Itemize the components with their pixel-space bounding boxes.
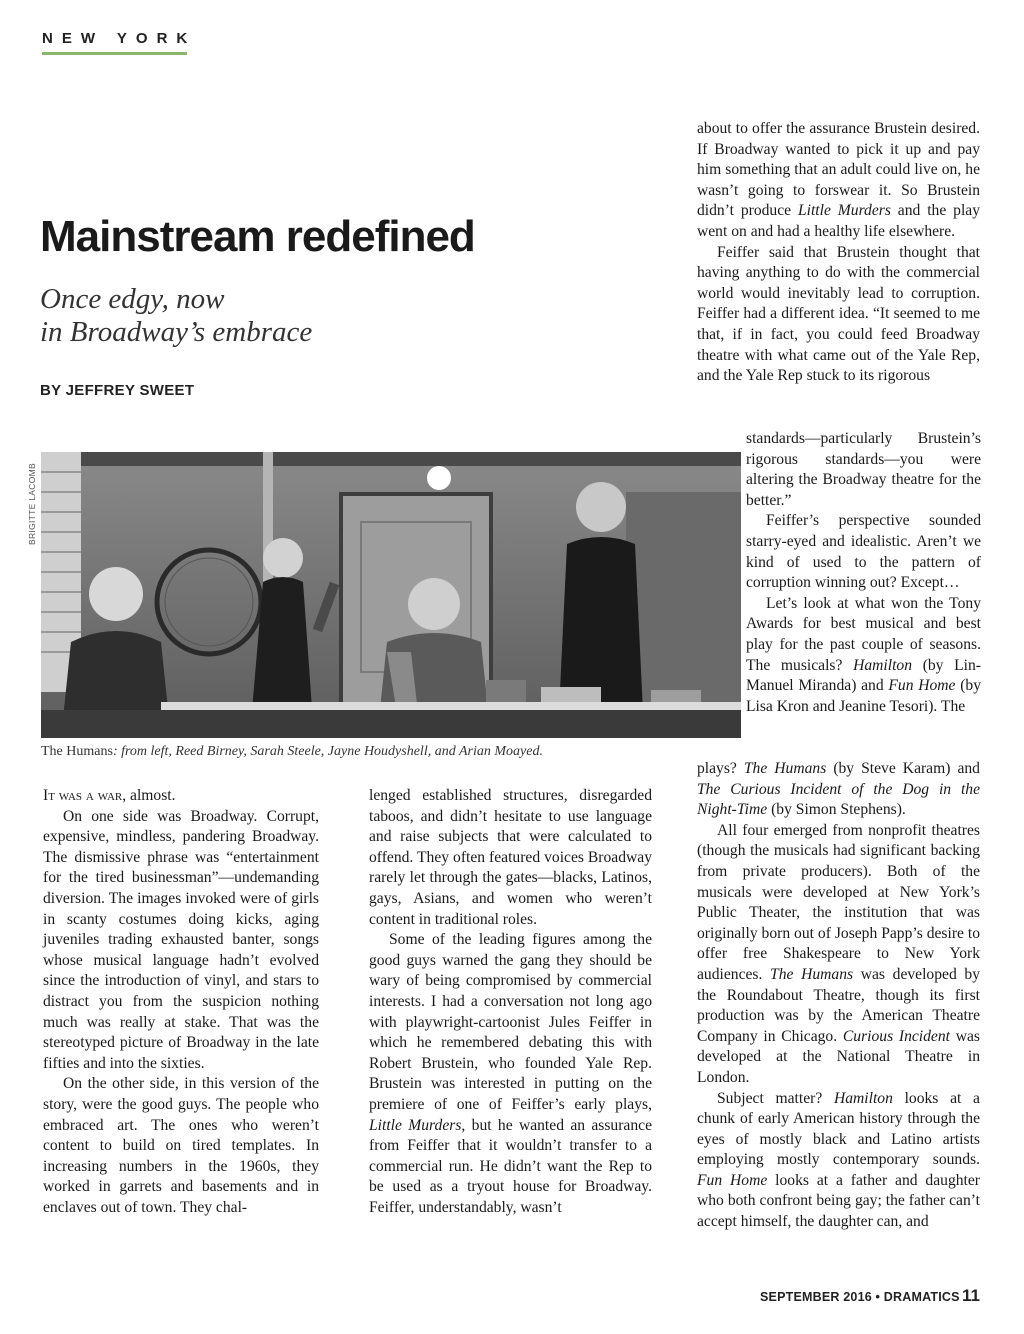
body-paragraph — [697, 759, 980, 821]
body-column-2 — [369, 786, 652, 1218]
deck-line-1: Once edgy, now — [40, 283, 225, 315]
headline: Mainstream redefined — [40, 212, 475, 261]
caption-title: The Humans — [41, 744, 113, 759]
text-run: , but he wanted an assurance from Feiffer that it wouldn’t transfer to a commercial run. He didn’t want the Rep to be used as a tryout house for Broadway. Feiffer, understandably, wasn’t — [369, 1116, 652, 1216]
show-title: Fun Home — [697, 1171, 768, 1189]
text-run: (by Simon Stephens). — [767, 801, 906, 819]
body-paragraph: lenged established structures, disregarded taboos, and didn’t hesitate to use language and raise subjects that were calculated to offend. They often featured voices Broadway rarely let through the gates—blacks, Latinos, gays, Asians, and women who weren’t content in traditional roles. — [369, 787, 652, 928]
body-paragraph — [697, 1089, 980, 1233]
body-paragraph: On the other side, in this version of the story, were the good guys. The people who embraced art. The ones who weren’t content to build on tired templates. In increasing numbers in the 1960s, they worked in garrets and basements and in enclaves out of town. They chal- — [43, 1075, 319, 1216]
section-label: NEW YORK — [42, 30, 197, 47]
body-paragraph — [697, 821, 980, 1089]
body-column-3-top — [697, 119, 980, 387]
show-title: Hamilton — [853, 656, 913, 674]
text-run: (by Lin-Manuel Miranda) and — [746, 656, 981, 695]
text-run: about to offer the assurance Brustein desired. If Broadway wanted to pick it up and pay him something that an adult could live on, he wasn’t going to forswear it. So Brustein didn’t produce — [697, 120, 980, 220]
show-title: The Curious Incident of the Dog in the Night-Time — [697, 780, 980, 819]
body-paragraph: Feiffer said that Brustein thought that having anything to do with the commercial world would inevitably lead to corruption. Feiffer had a different idea. “It seemed to me that, if in fact, you could feed Broadway theatre with what came out of the Yale Rep, and the Yale Rep stuck to its rigorous — [697, 243, 980, 385]
text-run: (by Steve Karam) and — [826, 760, 980, 777]
text-run: was developed at the National Theatre in London. — [697, 1027, 980, 1086]
body-paragraph — [746, 594, 981, 718]
play-title: Little Murders — [369, 1116, 462, 1134]
lead-in: It was a war, — [43, 787, 127, 804]
text-run: (by Lisa Kron and Jeanine Tesori). The — [746, 677, 981, 715]
text-run: Some of the leading figures among the good guys warned the gang they should be wary of being compromised by commercial interests. I had a conversation not long ago with playwright-cartoonist Jules Feiffer in which he remembered debating this with Robert Brustein, who founded Yale Rep. Brustein was interested in putting on the premiere of one of Feiffer’s early plays, — [369, 931, 652, 1113]
body-column-3-inset — [746, 429, 981, 717]
text-run: Subject matter? — [717, 1089, 834, 1107]
production-photo — [41, 452, 741, 738]
text-run: Let’s look at what won the Tony Awards for best musical and best play for the past couple of seasons. The musicals? — [746, 594, 981, 674]
text-run: plays? — [697, 760, 744, 777]
show-title: Curious Incident — [842, 1027, 950, 1045]
show-title: Fun Home — [888, 677, 956, 695]
show-title: Hamilton — [833, 1089, 893, 1107]
photo-credit: BRIGITTE LACOMB — [27, 463, 37, 545]
text-run: and the play went on and had a healthy life elsewhere. — [697, 202, 980, 240]
play-title: Little Murders — [797, 202, 891, 220]
page-number: 11 — [962, 1286, 980, 1305]
body-paragraph: On one side was Broadway. Corrupt, expensive, mindless, pandering Broadway. The dismissive phrase was “entertainment for the tired businessman”—undemanding diversion. The images invoked were of girls in scanty costumes doing kicks, aging juveniles trading exhausted banter, songs whose musical language hadn’t evolved since the introduction of vinyl, and stars to distract you from the suspicion nothing much was really at stake. That was the stereotyped picture of Broadway in the late fifties and into the sixties. — [43, 807, 319, 1072]
body-paragraph: Feiffer’s perspective sounded starry-eyed and idealistic. Aren’t we kind of used to the pattern of corruption winning out? Except… — [746, 512, 981, 592]
section-rule — [42, 52, 187, 55]
footer-issue: SEPTEMBER 2016 • DRAMATICS — [760, 1290, 960, 1304]
photo-caption — [41, 744, 543, 760]
show-title: The Humans — [743, 760, 827, 777]
body-paragraph — [43, 786, 319, 807]
body-column-1 — [43, 786, 319, 1218]
body-paragraph: standards—particularly Brustein’s rigorous standards—you were altering the Broadway theatre for the better.” — [746, 430, 981, 509]
show-title: The Humans — [770, 965, 854, 983]
body-paragraph — [369, 930, 652, 1218]
text-run: looks at a chunk of early American history through the eyes of mostly black and Latino artists employing mostly contemporary sounds. — [697, 1089, 980, 1169]
text-run: was developed by the Roundabout Theatre, though its first production was by the American Theatre Company in Chicago. — [697, 965, 981, 1045]
text-run: All four emerged from nonprofit theatres (though the musicals had significant backing from private producers). Both of the musicals were developed at New York’s Public Theater, the institution that was originally born out of Joseph Papp’s desire to offer free Shakespeare to New York audiences. — [697, 821, 980, 983]
byline: BY JEFFREY SWEET — [40, 382, 195, 399]
text-run: looks at a father and daughter who both confront being gay; the father can’t accept himself, the daughter can, and — [697, 1171, 980, 1231]
deck-line-2: in Broadway’s embrace — [40, 316, 313, 348]
deck — [40, 283, 312, 349]
lead-rest: almost. — [126, 787, 176, 804]
body-column-3-bottom — [697, 759, 980, 1233]
caption-text: : from left, Reed Birney, Sarah Steele, Jayne Houdyshell, and Arian Moayed. — [112, 744, 543, 759]
body-paragraph — [697, 119, 980, 243]
